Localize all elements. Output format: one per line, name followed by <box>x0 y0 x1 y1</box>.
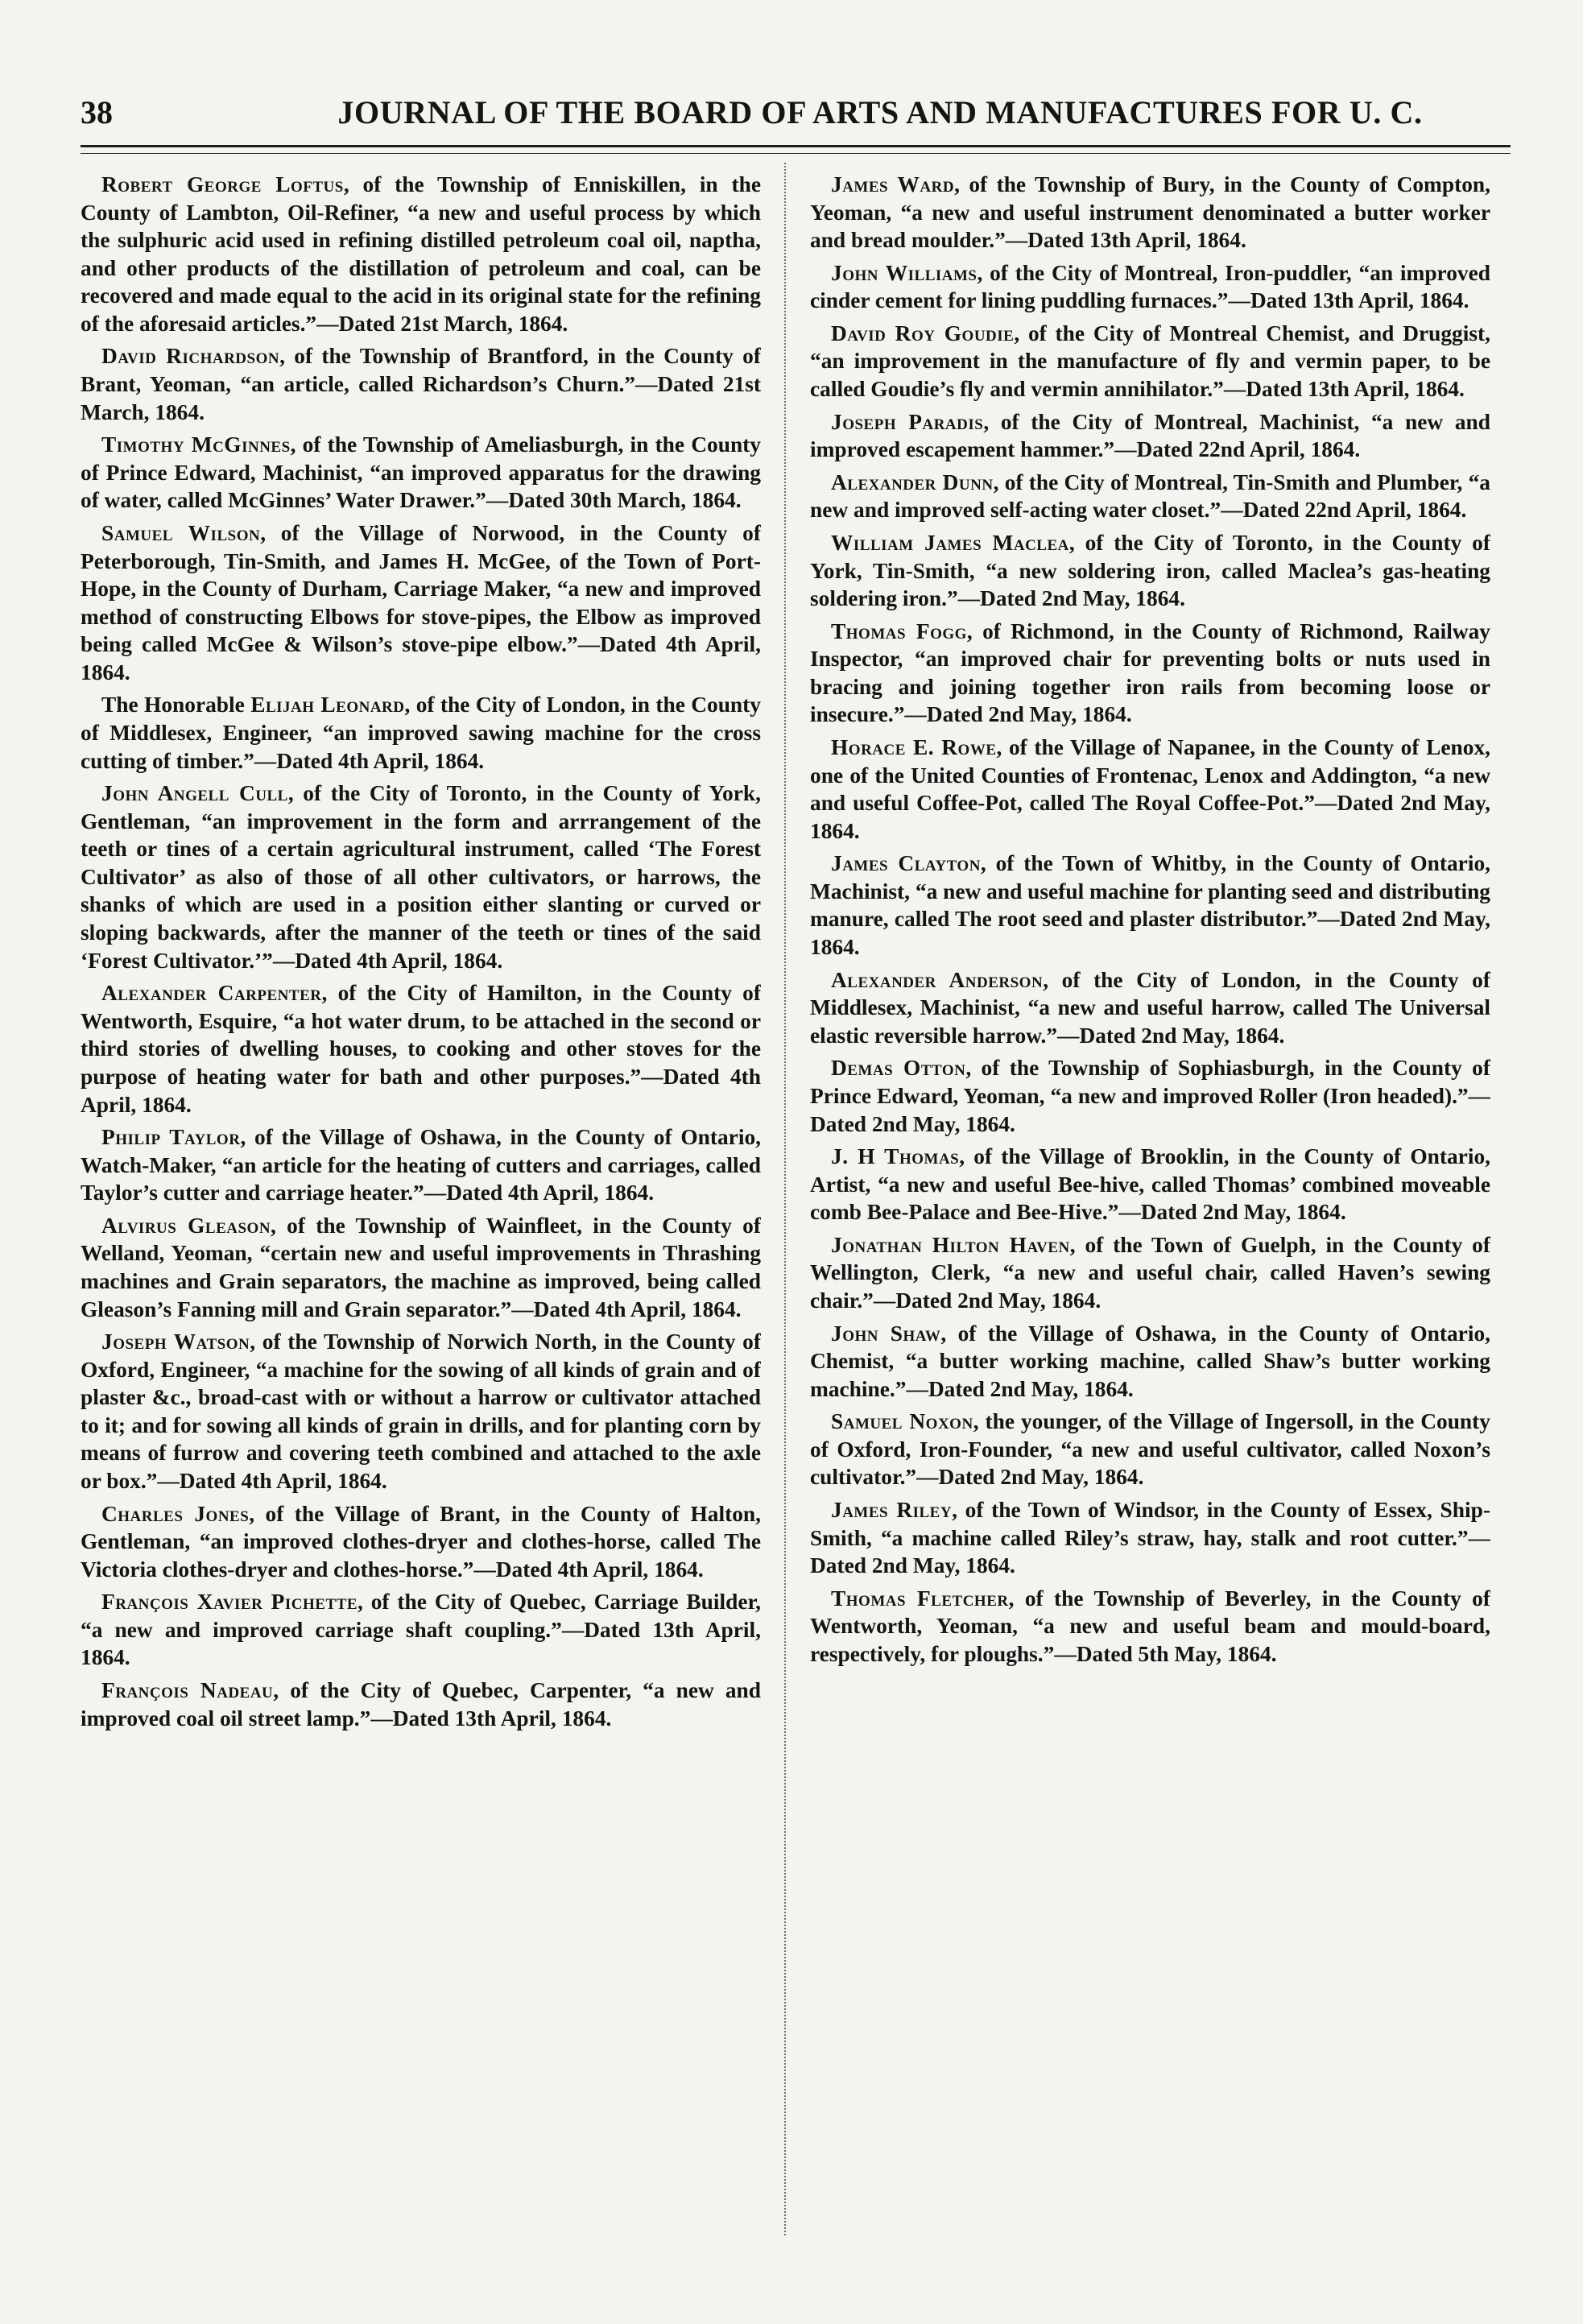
patent-entry <box>81 691 761 775</box>
patent-entry <box>810 1320 1490 1404</box>
entry-text: , of the Town of Whitby, in the County of Ontario, Machinist, “a new and useful machine for planting seed and distributing manure, called The root seed and plaster distributor.”—Dated 2nd May, 1864. <box>810 851 1490 960</box>
patentee-name: James Riley <box>831 1498 953 1523</box>
patentee-name: David Roy Goudie <box>831 320 1015 345</box>
patentee-name: John Angell Cull <box>101 781 288 806</box>
patent-entry <box>810 734 1490 845</box>
patent-entry <box>810 850 1490 961</box>
patent-entry <box>810 408 1490 464</box>
patentee-name: Thomas Fogg <box>831 618 967 643</box>
patentee-name: William James Maclea <box>831 530 1069 555</box>
entry-text: , of the Town of Guelph, in the County of Wellington, Clerk, “a new and useful chair, called Haven’s sewing chair.”—Dated 2nd May, 1864. <box>810 1232 1490 1313</box>
patent-entry <box>810 1408 1490 1491</box>
patent-entry <box>810 966 1490 1050</box>
running-title: JOURNAL OF THE BOARD OF ARTS AND MANUFACTURES FOR U. C. <box>337 94 1423 130</box>
entry-text: , of the Village of Brooklin, in the County of Ontario, Artist, “a new and useful Bee-hive, called Thomas’ combined moveable comb Bee-Palace and Bee-Hive.”—Dated 2nd May, 1864. <box>810 1144 1490 1225</box>
patent-entry <box>810 320 1490 403</box>
patent-entry <box>81 1677 761 1732</box>
patent-entry <box>81 779 761 974</box>
patentee-name: David Richardson <box>101 344 280 369</box>
entry-text: , of the City of Toronto, in the County of York, Gentleman, “an improvement in the form and arrrangement of the teeth or tines of a certain agricultural instrument, called ‘The Forest Cultivator’ as also of those of all other cultivators, or harrows, the shanks of which are used in a position either slanting or curved or sloping backwards, after the manner of the teeth or tines of the said ‘Forest Cultivator.’”—Dated 4th April, 1864. <box>81 781 761 973</box>
patent-entry <box>810 171 1490 254</box>
patentee-name: Thomas Fletcher <box>831 1586 1009 1611</box>
entry-text: , of the City of Hamilton, in the County of Wentworth, Esquire, “a hot water drum, to be attached in the second or third stories of dwelling houses, to cooking and other stoves for the purpose of heating water for bath and other purposes.”—Dated 4th April, 1864. <box>81 981 761 1117</box>
entry-text: , of the City of Toronto, in the County of York, Tin-Smith, “a new soldering iron, called Maclea’s gas-heating soldering iron.”—Dated 2nd May, 1864. <box>810 530 1490 611</box>
patentee-name: François Nadeau <box>101 1678 274 1703</box>
entry-text: , of the City of London, in the County of Middlesex, Machinist, “a new and useful harrow, called The Universal elastic reversible harrow.”—Dated 2nd May, 1864. <box>810 967 1490 1048</box>
entry-text: , of the City of Montreal, Machinist, “a new and improved escapement hammer.”—Dated 22nd April, 1864. <box>810 409 1490 462</box>
patent-entry <box>810 1585 1490 1669</box>
patentee-name: François Xavier Pichette <box>101 1590 358 1615</box>
header-rule-thick <box>81 145 1511 147</box>
patentee-name: Alexander Anderson <box>831 967 1044 992</box>
patentee-name: John Shaw <box>831 1321 941 1346</box>
patentee-name: Charles Jones <box>101 1501 250 1526</box>
patentee-name: Philip Taylor <box>101 1125 241 1150</box>
patent-entry <box>810 618 1490 729</box>
entry-text: , of the City of Quebec, Carpenter, “a new and improved coal oil street lamp.”—Dated 13th April, 1864. <box>81 1678 761 1731</box>
patent-entry <box>81 1500 761 1584</box>
entry-text: , of the Village of Brant, in the County of Halton, Gentleman, “an improved clothes-dryer and clothes-horse, called The Victoria clothes-dryer and clothes-horse.”—Dated 4th April, 1864. <box>81 1501 761 1582</box>
entry-text: , of the Township of Norwich North, in the County of Oxford, Engineer, “a machine for the sowing of all kinds of grain and of plaster &c., broad-cast with or without a harrow or cultivator attached to it; and for sowing all kinds of grain in drills, and for planting corn by means of furrow and covering teeth combined and attached to the axle or box.”—Dated 4th April, 1864. <box>81 1329 761 1494</box>
patentee-name: Alexander Carpenter <box>101 981 322 1006</box>
patent-entry <box>81 342 761 426</box>
entry-text: , of the Township of Brantford, in the County of Brant, Yeoman, “an article, called Richardson’s Churn.”—Dated 21st March, 1864. <box>81 344 761 424</box>
patent-entry <box>810 1231 1490 1315</box>
patentee-name: Robert George Loftus <box>101 172 344 196</box>
entry-text: , of Richmond, in the County of Richmond, Railway Inspector, “an improved chair for preventing bolts or nuts used in bracing and joining together iron rails from becoming loose or insecure.”—Dated 2nd May, 1864. <box>810 618 1490 727</box>
patentee-name: Samuel Wilson <box>101 520 261 545</box>
entry-text: , of the Township of Bury, in the County of Compton, Yeoman, “a new and useful instrument denominated a butter worker and bread moulder.”—Dated 13th April, 1864. <box>810 172 1490 253</box>
patentee-name: Alvirus Gleason <box>101 1213 271 1238</box>
entry-text: , of the Township of Wainfleet, in the County of Welland, Yeoman, “certain new and useful improvements in Thrashing machines and Grain separators, the machine as improved, being called Gleason’s Fanning mill and Grain separator.”—Dated 4th April, 1864. <box>81 1213 761 1321</box>
page-header <box>81 90 1511 139</box>
patentee-name: Joseph Watson <box>101 1329 250 1354</box>
entry-prefix: The Honorable <box>101 693 251 717</box>
patent-entry <box>81 1212 761 1323</box>
patentee-name: Joseph Paradis <box>831 409 984 434</box>
patent-entry <box>810 1496 1490 1580</box>
entry-text: , of the Village of Oshawa, in the County of Ontario, Chemist, “a butter working machine, called Shaw’s butter working machine.”—Dated 2nd May, 1864. <box>810 1321 1490 1401</box>
patentee-name: Horace E. Rowe <box>831 734 997 759</box>
entry-text: , of the Village of Napanee, in the County of Lenox, one of the United Counties of Frontenac, Lenox and Addington, “a new and useful Coffee-Pot, called The Royal Coffee-Pot.”—Dated 2nd May, 1864. <box>810 734 1490 843</box>
left-column <box>81 171 761 2232</box>
patent-entry <box>810 1054 1490 1138</box>
patent-entry <box>81 1588 761 1672</box>
entry-text: , of the City of Montreal, Tin-Smith and Plumber, “a new and improved self-acting water closet.”—Dated 22nd April, 1864. <box>810 469 1490 523</box>
entry-text: , of the City of Montreal, Iron-puddler, “an improved cinder cement for lining puddling furnaces.”—Dated 13th April, 1864. <box>810 260 1490 313</box>
patent-entry <box>81 1123 761 1207</box>
right-column <box>810 171 1490 2232</box>
patentee-name: J. H Thomas <box>831 1144 960 1169</box>
entry-text: , of the City of London, in the County of Middlesex, Engineer, “an improved sawing machine for the cross cutting of timber.”—Dated 4th April, 1864. <box>81 693 761 773</box>
patentee-name: Demas Otton <box>831 1056 966 1081</box>
entry-text: , of the Village of Norwood, in the County of Peterborough, Tin-Smith, and James H. McGee, of the Town of Port-Hope, in the County of Durham, Carriage Maker, “a new and improved method of constructing Elbows for stove-pipes, the Elbow as improved being called McGee & Wilson’s stove-pipe elbow.”—Dated 4th April, 1864. <box>81 520 761 684</box>
patent-entry <box>81 979 761 1119</box>
entry-text: , of the Village of Oshawa, in the County of Ontario, Watch-Maker, “an article for the heating of cutters and carriages, called Taylor’s cutter and carriage heater.”—Dated 4th April, 1864. <box>81 1125 761 1205</box>
entry-text: , of the Town of Windsor, in the County of Essex, Ship-Smith, “a machine called Riley’s straw, hay, stalk and root cutter.”—Dated 2nd May, 1864. <box>810 1498 1490 1578</box>
entry-text: , of the City of Montreal Chemist, and Druggist, “an improvement in the manufacture of fly and vermin paper, to be called Goudie’s fly and vermin annihilator.”—Dated 13th April, 1864. <box>810 320 1490 402</box>
entry-text: , of the Township of Enniskillen, in the County of Lambton, Oil-Refiner, “a new and useful process by which the sulphuric acid used in refining distilled petroleum coal oil, naptha, and other products of the distillation of petroleum and coal, can be recovered and made equal to the acid in its original state for the refining of the aforesaid articles.”—Dated 21st March, 1864. <box>81 172 761 336</box>
entry-text: , of the Township of Sophiasburgh, in the County of Prince Edward, Yeoman, “a new and improved Roller (Iron headed).”—Dated 2nd May, 1864. <box>810 1056 1490 1136</box>
entry-text: , of the Township of Ameliasburgh, in the County of Prince Edward, Machinist, “an improved apparatus for the drawing of water, called McGinnes’ Water Drawer.”—Dated 30th March, 1864. <box>81 432 761 513</box>
patentee-name: Samuel Noxon <box>831 1409 973 1434</box>
patent-entry <box>810 259 1490 315</box>
patent-entry <box>810 469 1490 524</box>
entry-text: , the younger, of the Village of Ingersoll, in the County of Oxford, Iron-Founder, “a new and useful cultivator, called Noxon’s cultivator.”—Dated 2nd May, 1864. <box>810 1409 1490 1490</box>
page-number: 38 <box>81 94 113 130</box>
header-rule-thin <box>81 153 1511 154</box>
patent-entry <box>810 529 1490 613</box>
patentee-name: Timothy McGinnes <box>101 432 291 457</box>
entry-text: , of the City of Quebec, Carriage Builder, “a new and improved carriage shaft coupling.”—Dated 13th April, 1864. <box>81 1590 761 1670</box>
patent-entry <box>81 171 761 337</box>
patentee-name: James Clayton <box>831 851 981 876</box>
patent-entry <box>81 1328 761 1495</box>
entry-text: , of the Township of Beverley, in the County of Wentworth, Yeoman, “a new and useful beam and mould-board, respectively, for ploughs.”—Dated 5th May, 1864. <box>810 1586 1490 1666</box>
patentee-name: John Williams <box>831 260 977 285</box>
patentee-name: Alexander Dunn <box>831 469 994 494</box>
patent-entry <box>81 519 761 686</box>
patentee-name: Jonathan Hilton Haven <box>831 1232 1070 1257</box>
patent-entry <box>81 431 761 515</box>
column-divider <box>784 163 787 2235</box>
patentee-name: Elijah Leonard <box>250 693 405 717</box>
patentee-name: James Ward <box>831 172 955 196</box>
patent-entry <box>810 1143 1490 1226</box>
